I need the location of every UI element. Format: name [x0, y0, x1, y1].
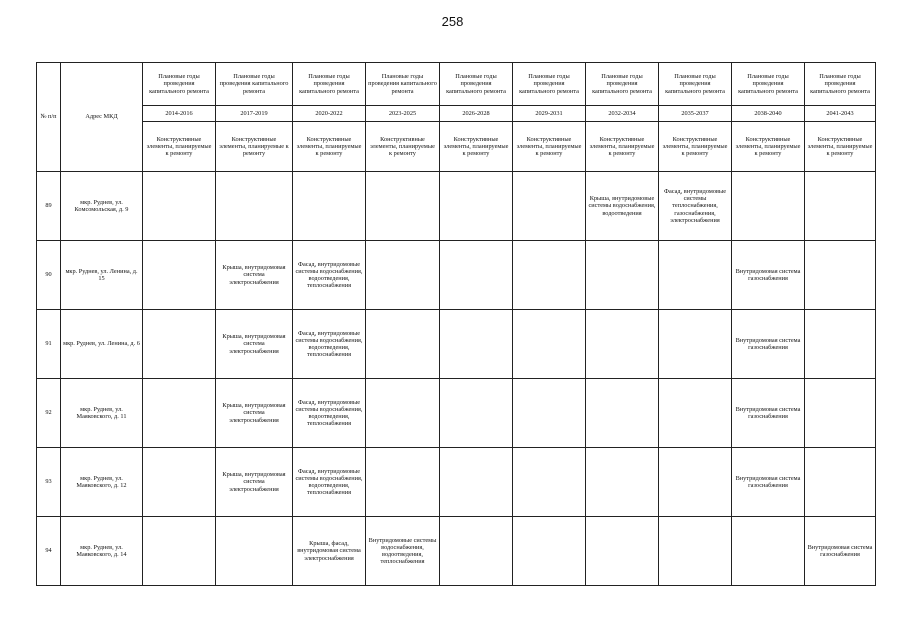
- table-cell: Крыша, внутридомовые системы водоснабжения, водоотведения: [586, 172, 659, 241]
- table-cell: [805, 172, 876, 241]
- table-cell: [440, 517, 513, 586]
- row-number: 92: [37, 379, 61, 448]
- table-cell: [216, 517, 293, 586]
- header-elements: Конструктивные элементы, планируемые к ремонту: [586, 122, 659, 172]
- header-planned: Плановые годы проведения капитального ремонта: [513, 63, 586, 106]
- row-number: 90: [37, 241, 61, 310]
- table-cell: [659, 241, 732, 310]
- table-cell: [366, 310, 440, 379]
- header-planned: Плановые годы проведения капитального ремонта: [216, 63, 293, 106]
- table-cell: [366, 448, 440, 517]
- table-cell: Фасад, внутридомовые системы водоснабжения, водоотведения, теплоснабжения: [293, 379, 366, 448]
- table-cell: [440, 172, 513, 241]
- period-header: 2041-2043: [805, 106, 876, 122]
- page-number: 258: [441, 14, 464, 29]
- period-header: 2023-2025: [366, 106, 440, 122]
- row-number: 89: [37, 172, 61, 241]
- table-row: [37, 517, 876, 586]
- table-cell: Внутридомовая система газоснабжения: [732, 379, 805, 448]
- table-cell: [659, 310, 732, 379]
- period-header: 2035-2037: [659, 106, 732, 122]
- row-address: мкр. Руднев, ул. Маяковского, д. 14: [61, 517, 143, 586]
- header-row-periods: [37, 106, 876, 122]
- table-cell: [440, 379, 513, 448]
- header-elements: Конструктивные элементы, планируемые к ремонту: [366, 122, 440, 172]
- table-cell: [586, 241, 659, 310]
- period-header: 2014-2016: [143, 106, 216, 122]
- table-cell: Фасад, внутридомовые системы теплоснабжения, газоснабжения, электроснабжения: [659, 172, 732, 241]
- table-cell: [805, 241, 876, 310]
- header-planned: Плановые годы проведения капитального ремонта: [366, 63, 440, 106]
- table-row: [37, 379, 876, 448]
- table-cell: [659, 379, 732, 448]
- table-cell: [143, 379, 216, 448]
- table-cell: Внутридомовая система газоснабжения: [732, 310, 805, 379]
- row-number: 94: [37, 517, 61, 586]
- table-cell: [586, 379, 659, 448]
- header-planned: Плановые годы проведения капитального ремонта: [143, 63, 216, 106]
- table-cell: [143, 448, 216, 517]
- table-cell: Внутридомовая система газоснабжения: [732, 241, 805, 310]
- table-row: [37, 241, 876, 310]
- table-cell: [513, 310, 586, 379]
- table-cell: [513, 517, 586, 586]
- header-elements: Конструктивные элементы, планируемые к ремонту: [440, 122, 513, 172]
- row-number: 93: [37, 448, 61, 517]
- table-cell: [586, 517, 659, 586]
- table-cell: [293, 172, 366, 241]
- table-cell: [513, 172, 586, 241]
- capital-repair-plan-table: [36, 62, 876, 586]
- header-planned: Плановые годы проведения капитального ремонта: [805, 63, 876, 106]
- table-cell: Крыша, фасад, внутридомовая система электроснабжения: [293, 517, 366, 586]
- period-header: 2017-2019: [216, 106, 293, 122]
- table-cell: [586, 448, 659, 517]
- header-elements: Конструктивные элементы, планируемые к ремонту: [513, 122, 586, 172]
- header-row-planned: [37, 63, 876, 106]
- table-cell: [659, 517, 732, 586]
- header-elements: Конструктивные элементы, планируемые к ремонту: [659, 122, 732, 172]
- table-cell: [143, 241, 216, 310]
- header-elements: Конструктивные элементы, планируемые к ремонту: [216, 122, 293, 172]
- row-address: мкр. Руднев, ул. Маяковского, д. 12: [61, 448, 143, 517]
- header-elements: Конструктивные элементы, планируемые к ремонту: [805, 122, 876, 172]
- table-cell: [513, 379, 586, 448]
- header-planned: Плановые годы проведения капитального ремонта: [293, 63, 366, 106]
- row-number: 91: [37, 310, 61, 379]
- table-cell: [366, 172, 440, 241]
- table-cell: [805, 379, 876, 448]
- table-cell: Крыша, внутридомовая система электроснабжения: [216, 241, 293, 310]
- header-row-elements: [37, 122, 876, 172]
- period-header: 2029-2031: [513, 106, 586, 122]
- table-cell: Фасад, внутридомовые системы водоснабжения, водоотведения, теплоснабжения: [293, 241, 366, 310]
- table-cell: [440, 241, 513, 310]
- header-elements: Конструктивные элементы, планируемые к ремонту: [143, 122, 216, 172]
- header-planned: Плановые годы проведения капитального ремонта: [732, 63, 805, 106]
- period-header: 2038-2040: [732, 106, 805, 122]
- table-cell: [513, 448, 586, 517]
- table-cell: [659, 448, 732, 517]
- table-row: [37, 172, 876, 241]
- table-row: [37, 448, 876, 517]
- table-cell: Внутридомовая система газоснабжения: [732, 448, 805, 517]
- header-planned: Плановые годы проведения капитального ремонта: [440, 63, 513, 106]
- period-header: 2020-2022: [293, 106, 366, 122]
- table-cell: [732, 172, 805, 241]
- row-address: мкр. Руднев, ул. Комсомольская, д. 9: [61, 172, 143, 241]
- table-cell: [366, 241, 440, 310]
- period-header: 2026-2028: [440, 106, 513, 122]
- row-address: мкр. Руднев, ул. Маяковского, д. 11: [61, 379, 143, 448]
- table-cell: [143, 517, 216, 586]
- row-address: мкр. Руднев, ул. Ленина, д. 6: [61, 310, 143, 379]
- table-cell: Крыша, внутридомовая система электроснабжения: [216, 310, 293, 379]
- header-elements: Конструктивные элементы, планируемые к ремонту: [732, 122, 805, 172]
- table-cell: [143, 310, 216, 379]
- table-cell: [513, 241, 586, 310]
- table-cell: [366, 379, 440, 448]
- table-cell: [143, 172, 216, 241]
- table-cell: [440, 310, 513, 379]
- table-cell: [586, 310, 659, 379]
- table-cell: Фасад, внутридомовые системы водоснабжения, водоотведения, теплоснабжения: [293, 310, 366, 379]
- table-cell: [732, 517, 805, 586]
- table-cell: [805, 448, 876, 517]
- table-cell: Крыша, внутридомовая система электроснабжения: [216, 448, 293, 517]
- header-elements: Конструктивные элементы, планируемые к ремонту: [293, 122, 366, 172]
- table-cell: [440, 448, 513, 517]
- table-cell: Внутридомовые системы водоснабжения, водоотведения, теплоснабжения: [366, 517, 440, 586]
- header-planned: Плановые годы проведения капитального ремонта: [586, 63, 659, 106]
- row-address: мкр. Руднев, ул. Ленина, д. 15: [61, 241, 143, 310]
- header-num: № п/п: [37, 63, 61, 172]
- table-cell: Фасад, внутридомовые системы водоснабжения, водоотведения, теплоснабжения: [293, 448, 366, 517]
- table-row: [37, 310, 876, 379]
- table-cell: [216, 172, 293, 241]
- table-cell: [805, 310, 876, 379]
- table-cell: Внутридомовая система газоснабжения: [805, 517, 876, 586]
- period-header: 2032-2034: [586, 106, 659, 122]
- table-cell: Крыша, внутридомовая система электроснабжения: [216, 379, 293, 448]
- header-planned: Плановые годы проведения капитального ремонта: [659, 63, 732, 106]
- header-address: Адрес МКД: [61, 63, 143, 172]
